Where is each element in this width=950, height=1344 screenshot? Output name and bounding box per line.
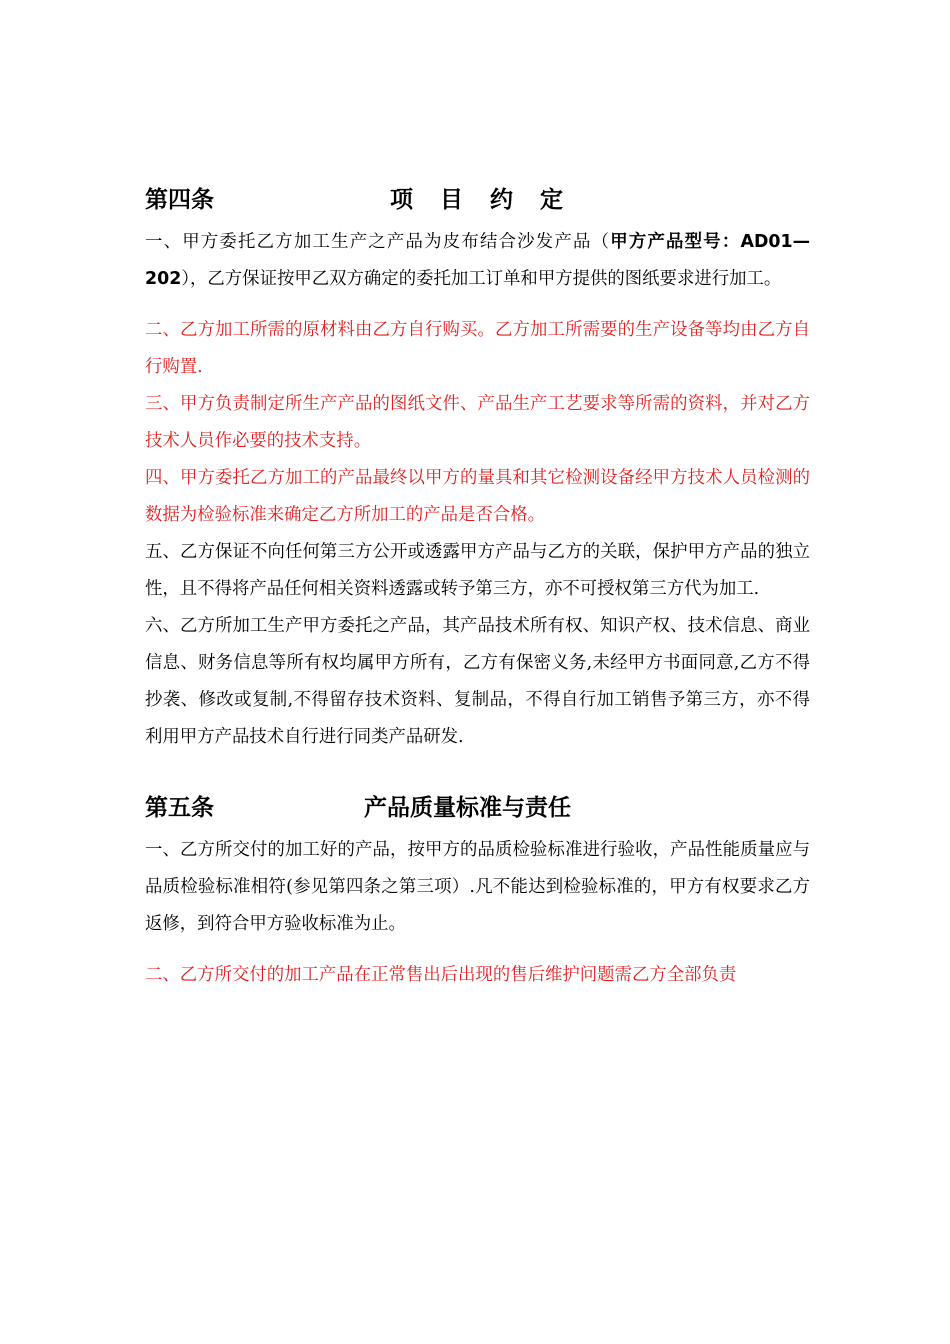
- article-5-heading: [145, 788, 810, 828]
- article-5-item-1: 一、乙方所交付的加工好的产品，按甲方的品质检验标准进行验收，产品性能质量应与品质检验标准相符(参见第四条之第三项）.凡不能达到检验标准的，甲方有权要求乙方返修，到符合甲方验收标准为止。: [145, 840, 810, 934]
- article-4-title: 项目约定: [390, 187, 590, 213]
- article-4-item-3: 三、甲方负责制定所生产产品的图纸文件、产品生产工艺要求等所需的资料，并对乙方技术人员作必要的技术支持。: [145, 394, 810, 451]
- product-model: 甲方产品型号：AD01—202: [145, 232, 810, 289]
- article-4-item-5: 五、乙方保证不向任何第三方公开或透露甲方产品与乙方的关联，保护甲方产品的独立性，且不得将产品任何相关资料透露或转予第三方，亦不可授权第三方代为加工.: [145, 542, 810, 599]
- article-5-item-2: 二、乙方所交付的加工产品在正常售出后出现的售后维护问题需乙方全部负责: [145, 965, 737, 985]
- article-4-number: 第四条: [145, 187, 214, 213]
- article-5-title: 产品质量标准与责任: [364, 795, 571, 821]
- article-4-item-6: 六、乙方所加工生产甲方委托之产品，其产品技术所有权、知识产权、技术信息、商业信息、财务信息等所有权均属甲方所有，乙方有保密义务,未经甲方书面同意,乙方不得抄袭、修改或复制,不得留存技术资料、复制品，不得自行加工销售予第三方，亦不得利用甲方产品技术自行进行同类产品研发.: [145, 616, 810, 747]
- article-4-item-1-lead: 一、甲方委托乙方加工生产之产品为皮布结合沙发产品（: [145, 232, 611, 252]
- article-4-item-1-tail: ），乙方保证按甲乙双方确定的委托加工订单和甲方提供的图纸要求进行加工。: [181, 269, 782, 289]
- article-4-item-2: 二、乙方加工所需的原材料由乙方自行购买。乙方加工所需要的生产设备等均由乙方自行购置.: [145, 320, 810, 377]
- article-5-number: 第五条: [145, 795, 214, 821]
- article-4-item-4: 四、甲方委托乙方加工的产品最终以甲方的量具和其它检测设备经甲方技术人员检测的数据为检验标准来确定乙方所加工的产品是否合格。: [145, 468, 810, 525]
- article-4-item-1: [145, 224, 810, 298]
- article-4-heading: [145, 180, 810, 220]
- document-page: [145, 180, 810, 994]
